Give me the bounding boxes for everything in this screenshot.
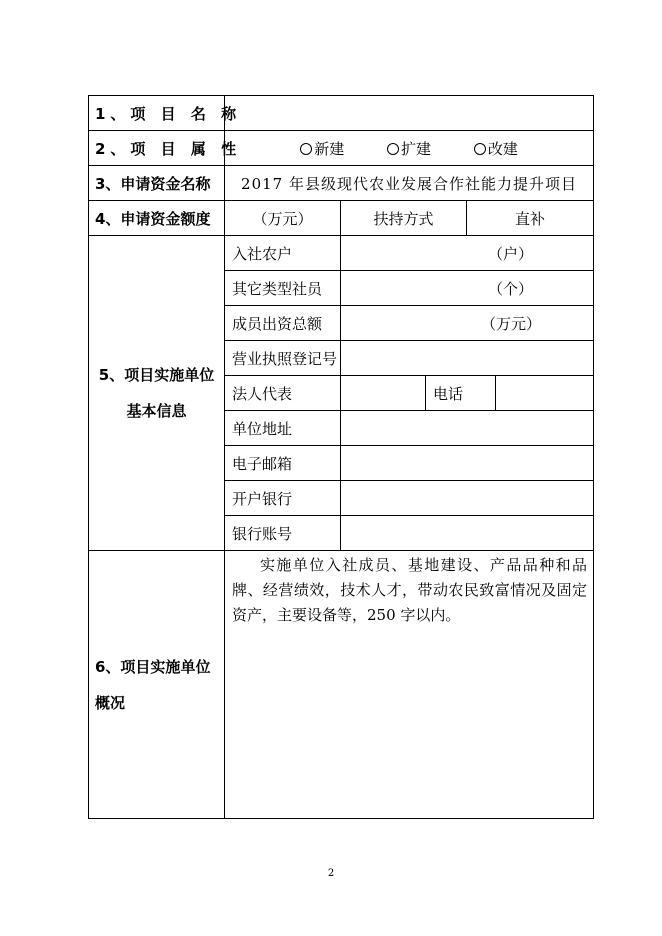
support-mode-value: 直补	[467, 201, 594, 236]
section5-title: 5、项目实施单位 基本信息	[89, 236, 225, 551]
other-members-field[interactable]: （个）	[341, 271, 594, 306]
phone-field[interactable]	[496, 376, 594, 411]
attr-option-new[interactable]: 新建	[300, 138, 344, 159]
radio-circle-icon	[300, 143, 312, 155]
account-label: 银行账号	[225, 516, 341, 551]
fund-name-row	[89, 166, 594, 201]
project-attribute-row	[89, 131, 594, 166]
project-name-field[interactable]	[225, 96, 594, 131]
fund-amount-label: 4、申请资金额度	[89, 201, 225, 236]
project-name-label: 1、项 目 名 称	[89, 96, 225, 131]
fund-name-label: 3、申请资金名称	[89, 166, 225, 201]
attr-option-expand[interactable]: 扩建	[387, 138, 431, 159]
section6-title: 6、项目实施单位 概况	[89, 551, 225, 819]
capital-field[interactable]: （万元）	[341, 306, 594, 341]
attr-option-rebuild[interactable]: 改建	[474, 138, 518, 159]
fund-amount-field[interactable]: （万元）	[225, 201, 341, 236]
phone-label: 电话	[426, 376, 496, 411]
license-label: 营业执照登记号	[225, 341, 341, 376]
overview-field[interactable]	[225, 551, 594, 819]
farmers-row	[89, 236, 594, 271]
project-name-row	[89, 96, 594, 131]
bank-label: 开户银行	[225, 481, 341, 516]
email-field[interactable]	[341, 446, 594, 481]
radio-circle-icon	[387, 143, 399, 155]
support-mode-label: 扶持方式	[341, 201, 467, 236]
fund-amount-row	[89, 201, 594, 236]
other-members-label: 其它类型社员	[225, 271, 341, 306]
license-field[interactable]	[341, 341, 594, 376]
application-form-table	[88, 95, 594, 819]
account-field[interactable]	[341, 516, 594, 551]
address-field[interactable]	[341, 411, 594, 446]
legal-rep-field[interactable]	[341, 376, 426, 411]
radio-circle-icon	[474, 143, 486, 155]
farmers-field[interactable]: （户）	[341, 236, 594, 271]
bank-field[interactable]	[341, 481, 594, 516]
project-attribute-label: 2、项 目 属 性	[89, 131, 225, 166]
farmers-label: 入社农户	[225, 236, 341, 271]
overview-row	[89, 551, 594, 819]
overview-instructions: 实施单位入社成员、基地建设、产品品种和品牌、经营绩效，技术人才，带动农民致富情况及固定资产，主要设备等，250 字以内。	[232, 556, 588, 624]
address-label: 单位地址	[225, 411, 341, 446]
page-number: 2	[327, 868, 335, 879]
fund-name-value: 2017 年县级现代农业发展合作社能力提升项目	[225, 166, 594, 201]
email-label: 电子邮箱	[225, 446, 341, 481]
legal-rep-label: 法人代表	[225, 376, 341, 411]
capital-label: 成员出资总额	[225, 306, 341, 341]
project-attribute-options	[225, 131, 594, 166]
